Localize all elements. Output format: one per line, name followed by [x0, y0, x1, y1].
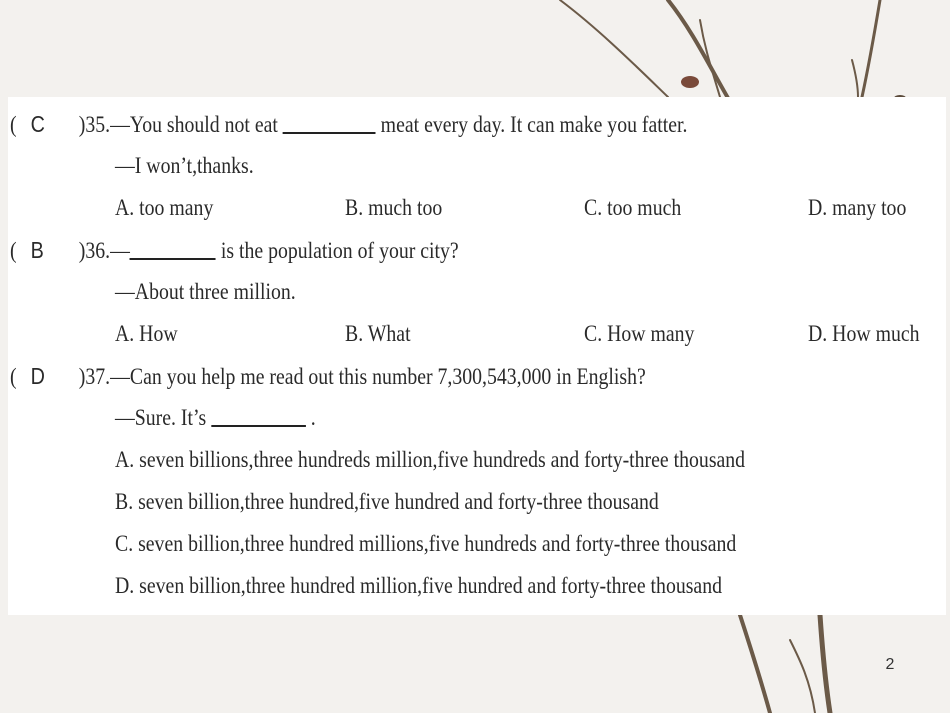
question-36-line: [10, 232, 459, 268]
option-35-a: A. too many: [115, 195, 214, 220]
option-36-a: A. How: [115, 321, 178, 346]
question-36-number: )36.: [78, 238, 111, 263]
open-paren: (: [10, 364, 17, 389]
page-number: 2: [885, 656, 895, 673]
question-35-prompt-after: meat every day. It can make you fatter.: [380, 112, 688, 137]
option-35-d: D. many too: [808, 195, 907, 220]
answer-36: B: [30, 237, 44, 263]
option-36-c: C. How many: [584, 321, 695, 346]
question-35-number: )35.: [78, 112, 111, 137]
option-37-b: B. seven billion,three hundred,five hundred and forty-three thousand: [115, 489, 659, 514]
answer-35: C: [30, 111, 45, 137]
open-paren: (: [10, 238, 17, 263]
question-37-number: )37.: [78, 364, 111, 389]
question-36-prompt-before: —: [110, 238, 130, 263]
question-37-reply-after: .: [310, 405, 316, 430]
option-35-c: C. too much: [584, 195, 682, 220]
question-37-prompt: —Can you help me read out this number 7,300,543,000 in English?: [110, 364, 646, 389]
blank-36: [130, 236, 216, 260]
option-37-a: A. seven billions,three hundreds million,five hundreds and forty-three thousand: [115, 447, 746, 472]
option-35-b: B. much too: [345, 195, 443, 220]
question-panel: [8, 97, 946, 615]
question-36-reply: —About three million.: [115, 279, 296, 304]
option-37-d: D. seven billion,three hundred million,five hundred and forty-three thousand: [115, 573, 722, 598]
open-paren: (: [10, 112, 17, 137]
question-37-reply: [115, 400, 316, 436]
question-35-prompt-before: —You should not eat: [110, 112, 278, 137]
option-36-b: B. What: [345, 321, 411, 346]
option-37-c: C. seven billion,three hundred millions,five hundreds and forty-three thousand: [115, 531, 737, 556]
question-37-reply-before: —Sure. It’s: [115, 405, 207, 430]
question-37-line: [10, 358, 646, 394]
answer-37: D: [30, 363, 45, 389]
blank-35: [283, 110, 376, 134]
option-36-d: D. How much: [808, 321, 920, 346]
question-35-line: [10, 106, 688, 142]
question-36-prompt-after: is the population of your city?: [220, 238, 459, 263]
question-35-reply: —I won’t,thanks.: [115, 153, 254, 178]
blank-37: [211, 403, 306, 427]
